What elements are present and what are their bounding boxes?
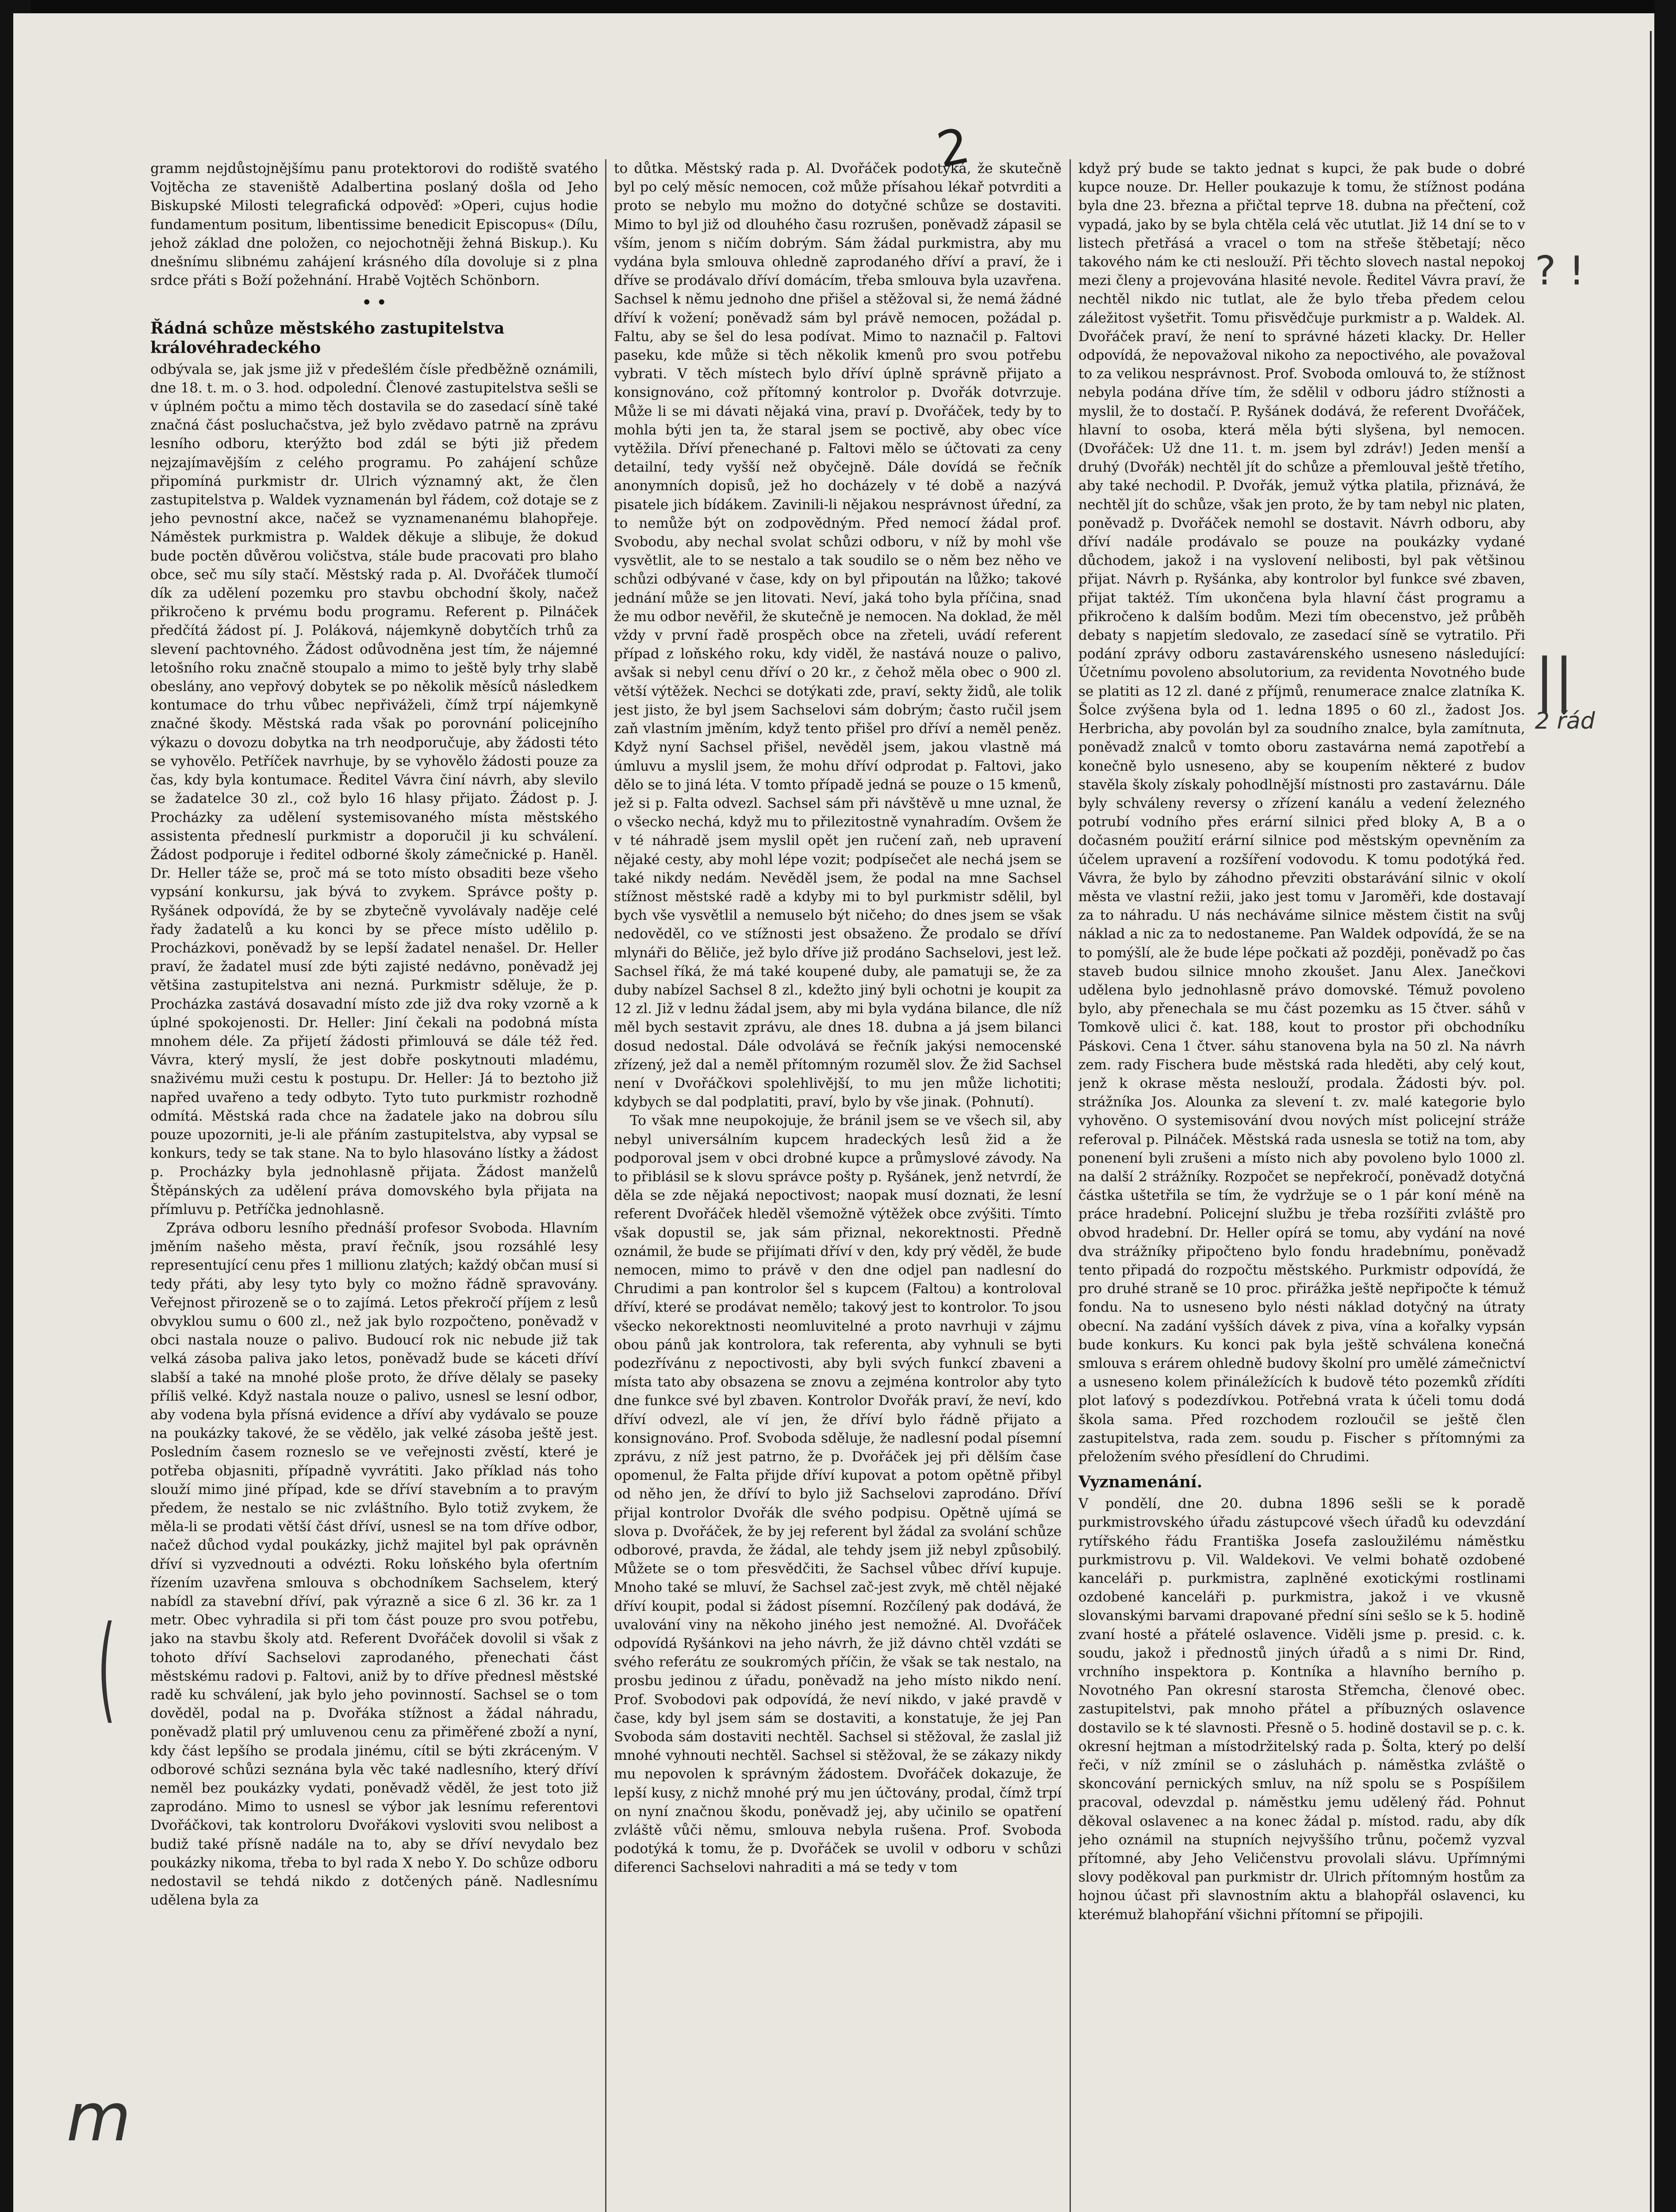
debate-conclusion-paragraph: když prý bude se takto jednat s kupci, že pak bude o dobré kupce nouze. Dr. Heller poukazuje k tomu, že stížnost podána byla dne 23. března a přičtal teprve 18. dubna na přečtení, což vypadá, jako by se byla chtěla celá věc ututlat. Již 14 dní se to v listech přetřásá a vracel o tom na střeše štěbetají; něco takového nám ke cti neslouží. Při těchto slovech nastal nepokoj mezi členy a projevována hlasité nevole. Ředitel Vávra praví, že nechtěl nikdo nic tutlat, ale že bylo třeba předem celou záležitost vyšetřit. Tomu přisvědčuje purkmistr a p. Waldek. Al. Dvořáček praví, že není to správné házeti klacky. Dr. Heller odpovídá, že nepovažoval nikoho za nepoctivého, ale považoval to za velikou nesprávnost. Prof. Svoboda omlouvá to, že stížnost nebyla podána dříve tím, že sdělil v odboru jádro stížnosti a myslil, že to dostačí. P. Ryšánek dodává, že referent Dvořáček, hlavní to osoba, která měla býti slyšena, byl nemocen. (Dvořáček: Už dne 11. t. m. jsem byl zdráv!) Jeden menší a druhý (Dvořák) nechtěl jít do schůze a přemlouval ještě třetího, aby také nechodil. P. Dvořák, jemuž výtka platila, přiznává, že nechtěl jít do schůze, však jen proto, že by tam nebyl nic platen, poněvadž p. Dvořáček nemohl se dostavit. Návrh odboru, aby dříví nadále prodávalo se pouze na poukázky vydané důchodem, jakož i na vyslovení nelibosti, byl pak většinou přijat. Návrh p. Ryšánka, aby kontrolor byl funkce své zbaven, přijat taktéž. Tím ukončena byla hlavní část programu a přikročeno k dalším bodům. Mezi tím obecenstvo, jež průběh debaty s napjetím sledovalo, ze zasedací síně se vytratilo. Při podání zprávy odboru zastavárenského usneseno následující: Účetnímu povoleno absolutorium, za revidenta Novotného bude se platiti as 12 zl. dané z příjmů, renumerace znalce zlatníka K. Šolce zvýšena byla od 1. ledna 1895 o 60 zl., žadost Jos. Herbricha, aby povolán byl za soudního znalce, byla zamítnuta, poněvadž znalců v tomto oboru zastavárna nemá zapotřebí a konečně bylo usneseno, aby se koupením některé z budov stavěla školy získaly pohodlnější místnosti pro zastavárnu. Dále byly schváleny reversy o zřízení kanálu a vedení železného potrubí vodního přes erární silnici před bloky A, B a o dočasném použití erární silnice pod městským opevněním za účelem upravení a rozšíření vodovodu. K tomu podotýká řed. Vávra, že bylo by záhodno převziti obstarávání silnic v okolí města ve vlastní režii, jako jest tomu v Jaroměři, kde dostavají za to náhradu. U nás necháváme silnice městem čistit na svůj náklad a nic za to nedostaneme. Pan Waldek odpovídá, že se na to pomýšlí, ale že bude lépe počkati až později, poněvadž po čas staveb budou silnice mnoho zkoušet. Janu Alex. Janečkovi udělena bylo jednohlasně právo domovské. Témuž povoleno bylo, aby přenechala se mu část pozemku as 15 čtver. sáhů v Tomkově ulici č. kat. 188, kout to prostor při obchodníku Páskovi. Cena 1 čtver. sáhu stanovena byla na 50 zl. Na návrh zem. rady Fischera bude městská rada hleděti, aby celý kout, jenž k okrase města neslouží, prodala. Žádosti býv. pol. strážníka Jos. Alounka za slevení t. zv. malé kategorie bylo vyhověno. O systemisování dvou nových míst policejní stráže referoval p. Pilnáček. Městská rada usnesla se totiž na tom, aby ponenení byli zrušeni a místo nich aby povoleno bylo 1000 zl. na další 2 strážníky. Rozpočet se nepřekročí, poněvadž dotyčná částka uštetřila se tím, že vydržuje se o 1 pár koní méně na práce hradební. Policejní službu je třeba rozšířiti zvláště pro obvod hradební. Dr. Heller opírá se tomu, aby vydání na nové dva strážníky připočteno bylo fondu hradebnímu, poněvadž tento připadá do rozpočtu městského. Purkmistr odpovídá, že pro druhé straně se 10 proc. přirážka ještě nepřipočte k témuž fondu. Na to usneseno bylo nésti náklad dotyčný na útraty obecní. Na zadání vyšších dávek z piva, vína a kořalky vypsán bude konkurs. Ku konci pak byla ještě schválena konečná smlouva s erárem ohledně budovy školní pro umělé zámečnictví a usneseno kolem přináležících k budově této pozemků zřídíti plot laťový s podezdívkou. Potřebná vrata k účeli tomu dodá škola sama. Před rozchodem rozloučil se ještě člen zastupitelstva, rada zem. soudu p. Fischer s přítomnými za přeložením svého přesídlení do Chrudimi. bbox=[1078, 161, 1525, 1465]
section-separator: • • bbox=[362, 294, 387, 312]
handwritten-page-number: 2 bbox=[932, 117, 974, 179]
article-column-2 bbox=[614, 159, 1062, 2212]
debate-continued-paragraph: To však mne neupokojuje, že bránil jsem se ve všech sil, aby nebyl universálním kupcem hradeckých lesů žid a že podporoval jsem v obci drobné kupce a průmyslové závody. Na to přiblásil se k slovu správce pošty p. Ryšánek, jenž netvrdí, že děla se zde nějaká nepoctivost; naopak musí doznati, že lesní referent Dvořáček hleděl všemožně výtěžek obce zvýšiti. Tímto však dopustil se, jak sám přiznal, nekorektnosti. Předně oznámil, že bude se přijímati dříví v den, kdy prý věděl, že bude nemocen, mimo to právě v den dne odjel pan nadlesní do Chrudimi a pan kontrolor šel s kupcem (Faltou) a kontroloval dříví, které se prodávat nemělo; takový jest to kontrolor. To jsou všecko nekorektnosti neomluvitelné a proto navrhuji v zájmu obou pánů jak kontrolora, tak referenta, aby vyhnuli se byti podezřívánu z nepoctivosti, aby byli svých funkcí zbaveni a místa tato aby obsazena se znovu a zejména kontrolor aby tyto dne funkce své byl zbaven. Kontrolor Dvořák praví, že neví, kdo dříví odvezl, ale ví jen, že dříví bylo řádně přijato a konsignováno. Prof. Svoboda sděluje, že nadlesní podal písemní zprávu, z níž jest patrno, že p. Dvořáček jej při dělším čase opomenul, že Falta přijde dříví kupovat a potom opětně přibyl od něho jen, že dříví to bylo již Sachselovi zaprodáno. Dříví přijal kontrolor Dvořák dle svého podpisu. Opětně ujímá se slova p. Dvořáček, že by jej referent byl žádal za svolání schůze odborové, pravda, že žádal, ale tehdy jsem již nebyl způsobilý. Můžete se o tom přesvědčiti, že Sachsel vůbec dříví kupuje. Mnoho také se mluví, že Sachsel zač-jest zvyk, mě chtěl nějaké dříví koupit, podal si žádost písemní. Rozčílený pak dodává, že uvalování viny na někoho jiného jest nemožné. Al. Dvořáček odpovídá Ryšánkovi na jeho návrh, že již dávno chtěl vzdáti se svého referátu ze soukromých příčin, že však se tak nestalo, na prosbu jedinou z úřadu, poněvadž na jeho místo nikdo není. Prof. Svobodovi pak odpovídá, že neví nikdo, v jaké pravdě v čase, kdy byl jsem sám se dostaviti, a konstatuje, že jej Pan Svoboda sám dostaviti nechtěl. Sachsel si stěžoval, že zaslal již mnohé vyhnouti nechtěl. Sachsel si stěžoval, že se zákazy nikdy mu nepovolen k správným žádostem. Dvořáček dokazuje, že lepší kusy, z nichž mnohé prý mu jen účtovány, prodal, čímž trpí on nyní značnou škodu, poněvadž jej, aby učinilo se opatření zvláště vůči němu, smlouva nebyla rušena. Prof. Svoboda podotýká k tomu, že p. Dvořáček se uvolil v odboru v schůzi diferenci Sachselovi nahraditi a má se tedy v tom bbox=[614, 1113, 1062, 1876]
honours-paragraph: V pondělí, dne 20. dubna 1896 sešli se k poradě purkmistrovského úřadu zástupcové všech úřadů ku odevzdání rytířského řádu Františka Josefa zasloužilému náměstku purkmistrovu p. Vil. Waldekovi. Ve velmi bohatě ozdobené kanceláři p. purkmistra, zaplněné exotickými rostlinami ozdobené kanceláři p. purkmistra, jakož i ve vkusně slovanskými barvami drapované přední síni sešlo se k 5. hodině zvaní hosté a přátelé oslavence. Viděli jsme p. presid. c. k. soudu, jakož i přednostů jiných úřadů a s nimi Dr. Rind, vrchního inspektora p. Kontníka a hlavního berního p. Novotného Pan okresní starosta Střemcha, členové obec. zastupitelstvi, pak mnoho přátel a příbuzných oslavence dostavilo se k té slavnosti. Přesně o 5. hodině dostavil se p. c. k. okresní hejtman a místodržitelský rada p. Šolta, který po delší řeči, v níž zmínil se o zásluhách p. náměstka zvláště o skoncování pernických smluv, na níž spolu se s Pospíšilem pracoval, odevzdal p. náměstku jemu udělený řád. Pohnut děkoval oslavenec a na konec žádal p. místod. radu, aby dík jeho oznámil na stupních nejvyššího trůnu, počemž vyzval přítomné, aby Jeho Veličenstvu provolali slávu. Upřímnými slovy poděkoval pan purkmistr dr. Ulrich přítomným hostům za hojnou účast při slavnostním aktu a blahopřál oslavenci, ku kterémuž blahopřání všichni přítomní se připojili. bbox=[1078, 1496, 1525, 1923]
debate-paragraph: to důtka. Městský rada p. Al. Dvořáček podotýká, že skutečně byl po celý měsíc nemocen, což může přísahou lékař potvrditi a proto se nebylo mu možno do dotyčné schůze se dostaviti. Mimo to byl již od dlouhého času rozrušen, poněvadž zápasil se vším, jenom s ničím dobrým. Sám žádal purkmistra, aby mu vydána byla smlouva ohledně zaprodaného dříví a praví, že i dříve se prodávalo dříví domácím, třeba smlouva byla uzavřena. Sachsel k němu jednoho dne přišel a stěžoval si, že nemá žádné dříví k vožení; poněvadž sám byl právě nemocen, požádal p. Faltu, aby se šel do lesa podívat. Mimo to naznačil p. Faltovi paseku, kde může si těch několik kmenů pro svou potřebu vybrati. V těch místech bylo dříví úplně správně přijato a konsignováno, což přítomný kontrolor p. Dvořák dotvrzuje. Může li se mi dávati nějaká vina, praví p. Dvořáček, tedy by to mohla býti jen ta, že staral jsem se poctivě, aby obec více vytěžila. Dříví přenechané p. Faltovi mělo se účtovati za ceny detailní, tedy vyšší než obyčejně. Dále dovídá se řečník anonymních dopisů, jež ho docházely v té době a nazývá pisatele jich bídákem. Zavinili-li nějakou nesprávnost úřední, za to nemůže být on zodpovědným. Před nemocí žádal prof. Svobodu, aby nechal svolat schůzi odboru, v níž by mohl vše vysvětlit, ale to se nestalo a tak soudilo se o něm bez něho ve schůzi odbývané v čase, kdy on byl připoután na lůžko; takové jednání může se jen litovati. Neví, jaká toho byla příčina, snad že mu odbor nevěřil, že skutečně je nemocen. Na doklad, že měl vždy v první řadě prospěch obce na zřeteli, uvádí referent případ z loňského roku, kdy viděl, že nastává nouze o palivo, avšak si nebyl cenu dříví o 20 kr., z čehož měla obec o 900 zl. větší výtěžek. Nechci se dotýkati zde, praví, sekty židů, ale tolik jest jisto, že byl jsem Sachselovi sám dobrým; často ručil jsem zaň vlastním jměním, když tento přišel pro dříví a neměl peněz. Když nyní Sachsel přišel, nevěděl jsem, jakou vlastně má úmluvu a myslil jsem, že mohu dříví odprodat p. Faltovi, jako dělo se to jiná léta. V tomto případě jedná se pouze o 15 kmenů, jež si p. Falta odvezl. Sachsel sám při návštěvě u mne uznal, že o všecko nechá, když mu to přilezitostně vynahradím. Ovšem že v té náhradě jsem myslil opět jen ručení zaň, neb upravení nějaké cesty, aby mohl lépe vozit; podpísečet ale nechá jsem se také nikdy nedám. Nevěděl jsem, že podal na mne Sachsel stížnost městské radě a kdyby mi to byl purkmistr sdělil, byl bych vše vysvětlil a nemuselo být ničeho; do dnes jsem se však nedověděl, co ve stížnosti jest obsaženo. Že prodalo se dříví mlynáři do Běliče, jež bylo dříve již prodáno Sachselovi, jest lež. Sachsel říká, že má také koupené duby, ale pamatuji se, že za duby nabízel Sachsel 8 zl., kdežto jiný byli ochotni je koupit za 12 zl. Již v lednu žádal jsem, aby mi byla vydána bilance, dle níž měl bych sestavit zprávu, ale dnes 18. dubna a já jsem bilanci dosud nedostal. Dále odvolává se řečník jakýsi nemocenské zřízený, jež dal a neměl přítomným rozuměl slov. Že žid Sachsel není v Dvořáčkovi spolehlivější, to mu jen může lichotiti; kdybych se dal podplatiti, praví, bylo by vše jinak. (Pohnutí). bbox=[614, 161, 1062, 1110]
margin-signature-mark: m bbox=[66, 2079, 131, 2156]
column-divider-1 bbox=[605, 159, 606, 2212]
article-column-1 bbox=[150, 159, 598, 2212]
margin-note-word: 2 řád bbox=[1535, 708, 1595, 734]
meeting-report-paragraph: odbývala se, jak jsme již v předešlém čísle předběžně oznámili, dne 18. t. m. o 3. hod. odpolední. Členové zastupitelstva sešli se v úplném počtu a mimo těch dostavila se do zasedací síně také značná část posluchačstva, jež bylo zvědavo patrně na zprávu lesního odboru, kterýžto bod zdál se býti již předem nejzajímavějším z celého programu. Po zahájení schůze připomíná purkmistr dr. Ulrich významný akt, že člen zastupitelstva p. Waldek vyznamenán byl řádem, což dotaje se z jeho pevnostní akce, načež se vyznamenanému blahopřeje. Náměstek purkmistra p. Waldek děkuje a slibuje, že dokud bude poctěn důvěrou voličstva, stále bude pracovati pro blaho obce, seč mu síly stačí. Městský rada p. Al. Dvořáček tlumočí dík za udělení pozemku pro stavbu obchodní školy, načež přikročeno k prvému bodu programu. Referent p. Pilnáček předčítá žádost pí. J. Poláková, nájemkyně dobytčích trhů za slevení pachtovného. Žádost odůvodněna jest tím, že nájemné letošního roku značně stoupalo a mimo to ještě byly trhy slabě obeslány, ano vepřový dobytek se po několik měsíců následkem kontumace do trhu vůbec nepřiváželi, čímž trpí nájemkyně značné škody. Městská rada však po porovnání policejního výkazu o dovozu dobytka na trh neodporučuje, aby žádosti této se vyhovělo. Petříček navrhuje, by se vyhovělo žádosti pouze za čas, kdy byla kontumace. Ředitel Vávra činí návrh, aby slevilo se žadatelce 30 zl., což bylo 16 hlasy přijato. Žádost p. J. Procházky za udělení systemisovaného místa městského assistenta předneslí purkmistr a doporučil ji ku schválení. Žádost podporuje i ředitel odborné školy zámečnické p. Haněl. Dr. Heller táže se, proč má se toto místo obsaditi beze všeho vypsání konkursu, jak bývá to zvykem. Správce pošty p. Ryšánek odpovídá, že by se zbytečně vyvolávaly naděje celé řady žadatelů a ku konci by se přece místo udělilo p. Procházkovi, poněvadž by se lepší žadatel nenašel. Dr. Heller praví, že žadatel musí zde býti zajisté nedávno, poněvadž jej většina zastupitelstva ani nezná. Purkmistr sděluje, že p. Procházka zastává dosavadní místo zde již dva roky vzorně a k úplné spokojenosti. Dr. Heller: Jiní čekali na podobná místa mnohem déle. Za přijetí žádosti přimlouvá se dále též řed. Vávra, který myslí, že jest dobře poskytnouti mladému, snaživému muži cestu k postupu. Dr. Heller: Já to beztoho již napřed uvařeno a tedy odbyto. Tyto tuto purkmistr rozhodně odmítá. Městská rada chce na žadatele jako na dobrou sílu pouze upozorniti, je-li ale přáním zastupitelstva, aby vypsal se konkurs, tedy se tak stane. Na to bylo hlasováno lístky a žádost p. Procházky byla jednohlasně přijata. Žádost manželů Štěpánských za udělení práva domovského byla přijata na přímluvu p. Petříčka jednohlasně. bbox=[150, 361, 598, 1217]
article-column-3 bbox=[1078, 159, 1525, 2212]
intro-paragraph: gramm nejdůstojnějšímu panu protektorovi do rodiště svatého Vojtěcha ze staveniště Adalbertina poslaný došla od Jeho Biskupské Milosti telegrafická odpověď: »Operi, cujus hodie fundamentum positum, libentissime benedicit Episcopus« (Dílu, jehož základ dne položen, co nejochotněji žehná Biskup.). Ku dnešnímu slibnému zahájení krásného díla dovoluje si z plna srdce přáti s Boží požehnání. Hrabě Vojtěch Schönborn. bbox=[150, 161, 598, 289]
margin-double-bar-mark: || bbox=[1535, 646, 1574, 713]
margin-question-mark-1: ? ! bbox=[1535, 248, 1585, 294]
scan-right-border bbox=[1655, 0, 1676, 2212]
column-divider-2 bbox=[1070, 159, 1071, 2212]
page-edge-rule bbox=[1650, 31, 1652, 2212]
forestry-report-paragraph: Zpráva odboru lesního přednáší profesor Svoboda. Hlavním jměním našeho města, praví řečník, jsou rozsáhlé lesy representující cenu přes 1 millionu zlatých; každý občan musí si tedy přáti, aby lesy tyto byly co možno řádně spravovány. Veřejnost přirozeně se o to zajímá. Letos překročí příjem z lesů obvyklou sumu o 600 zl., než jak bylo rozpočteno, poněvadž v obci nastala nouze o palivo. Budoucí rok nic nebude již tak velká zásoba paliva jako letos, poněvadž bude se káceti dříví slabší a také na mnohé ploše proto, že dříve dělaly se paseky příliš velké. Když nastala nouze o palivo, usnesl se lesní odbor, aby vodena byla přísná evidence a dříví aby vydávalo se pouze na poukázky takové, že se vědělo, jak velké zásoba ještě jest. Posledním časem rozneslo se ve veřejnosti zvěstí, které je potřeba objasniti, případně vyvrátiti. Jako příklad nás toho slouží mimo jiné případ, kde se dříví stavebním a to pravým předem, že nestalo se nic zvláštního. Bylo totiž zvykem, že měla-li se prodati větší část dříví, usnesl se na tom dříve odbor, načež důchod vydal poukázky, jichž majitel byl pak oprávněn dříví si vyzvednouti a odvézti. Roku loňského byla ofertním řízením uzavřena smlouva s obchodníkem Sachselem, který nabídl za stavební dříví, pak výrazně a sice 6 zl. 36 kr. za 1 metr. Obec vyhradila si při tom část pouze pro svou potřebu, jako na stavbu školy atd. Referent Dvořáček dovolil si však z tohoto dříví Sachselovi zaprodaného, přenechati část městskému radovi p. Faltovi, aniž by to dříve přednesl městské radě ku schválení, jak bylo jeho povinností. Sachsel se o tom dověděl, podal na p. Dvořáka stížnost a žádal náhradu, poněvadž platil prý umluvenou cenu za přiměřené zboží a nyní, kdy část lepšího se prodala jinému, cítil se býti zkráceným. V odborové schůzi seznána byla věc také nadlesního, který dříví neměl bez poukázky vydati, poněvadž věděl, že jest toto již zaprodáno. Mimo to usnesl se výbor jak lesnímu referentovi Dvořáčkovi, tak kontroloru Dvořákovi vysloviti svou nelibost a budiž také přísně nadále na to, aby se dříví nevydalo bez poukázky nikoma, třeba to byl rada X nebo Y. Do schůze odboru nedostavil se tehdá nikdo z dotčených páně. Nadlesnímu udělena byla za bbox=[150, 1220, 598, 1909]
honours-heading: Vyznamenání. bbox=[1078, 1473, 1203, 1492]
article-heading: Řádná schůze městského zastupitelstva královéhradeckého bbox=[150, 319, 505, 357]
margin-bracket-mark: ( bbox=[97, 1601, 116, 1735]
